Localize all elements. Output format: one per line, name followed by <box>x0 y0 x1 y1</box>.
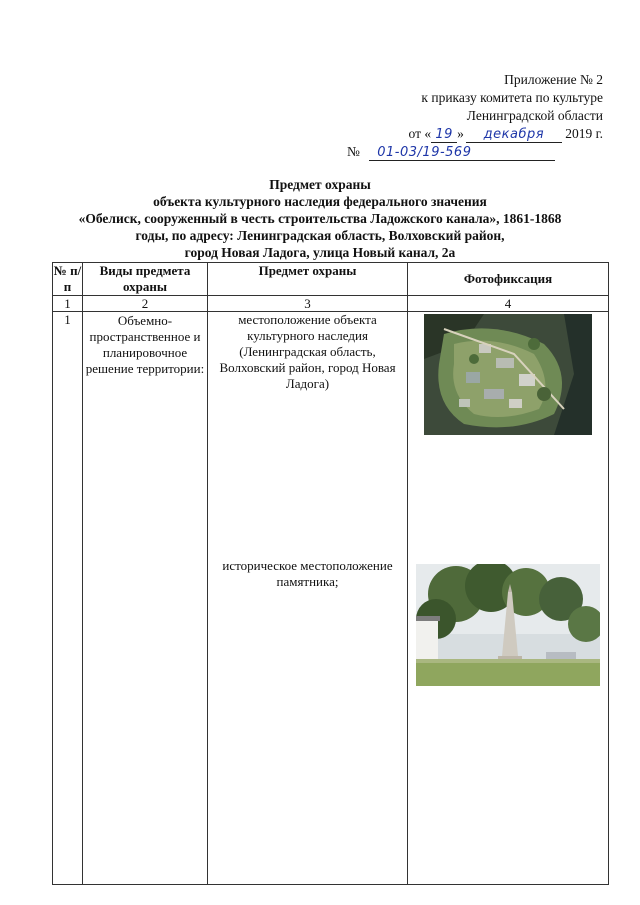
aerial-photo <box>408 314 608 435</box>
document-title <box>30 176 610 261</box>
obelisk-photo-image <box>416 564 600 686</box>
table-header-row <box>53 263 609 296</box>
title-line-1: Предмет охраны <box>269 177 371 192</box>
date-mid: » <box>457 126 464 141</box>
row-photos <box>408 312 609 885</box>
date-day-handwritten: 19 <box>431 128 457 143</box>
aerial-photo-image <box>424 314 592 435</box>
number-prefix: № <box>347 144 360 159</box>
col-number-4: 4 <box>408 296 609 312</box>
col-number-3: 3 <box>208 296 408 312</box>
title-line-4: годы, по адресу: Ленинградская область, Волховский район, <box>135 228 505 243</box>
appendix-block <box>343 71 603 161</box>
title-line-2: объекта культурного наследия федерального значения <box>153 194 487 209</box>
table-row <box>53 312 609 885</box>
order-number-handwritten: 01-03/19-569 <box>369 146 555 161</box>
obelisk-photo <box>408 564 608 686</box>
date-suffix: 2019 г. <box>565 126 603 141</box>
header-subject: Предмет охраны <box>208 263 408 296</box>
col-number-1: 1 <box>53 296 83 312</box>
title-line-3: «Обелиск, сооруженный в честь строительства Ладожского канала», 1861-1868 <box>78 211 562 226</box>
column-number-row <box>53 296 609 312</box>
header-type: Виды предмета охраны <box>83 263 208 296</box>
subject-item-location: местоположение объекта культурного наследия (Ленинградская область, Волховский район, город Новая Ладога) <box>219 312 396 391</box>
date-prefix: от « <box>408 126 432 141</box>
header-photo: Фотофиксация <box>408 263 609 296</box>
appendix-line-2: к приказу комитета по культуре <box>421 90 603 105</box>
row-subjects <box>208 312 408 885</box>
appendix-line-1: Приложение № 2 <box>504 72 603 87</box>
appendix-date-line <box>343 125 603 143</box>
row-type: Объемно-пространственное и планировочное решение территории: <box>83 312 208 885</box>
row-number: 1 <box>53 312 83 885</box>
protection-table <box>52 262 609 885</box>
subject-item-historic-location: историческое местоположение памятника; <box>222 558 393 589</box>
title-line-5: город Новая Ладога, улица Новый канал, 2а <box>184 245 456 260</box>
date-month-handwritten: декабря <box>466 128 562 143</box>
header-num: № п/п <box>53 263 82 294</box>
appendix-number-line <box>343 143 603 161</box>
appendix-line-3: Ленинградской области <box>466 108 603 123</box>
col-number-2: 2 <box>83 296 208 312</box>
